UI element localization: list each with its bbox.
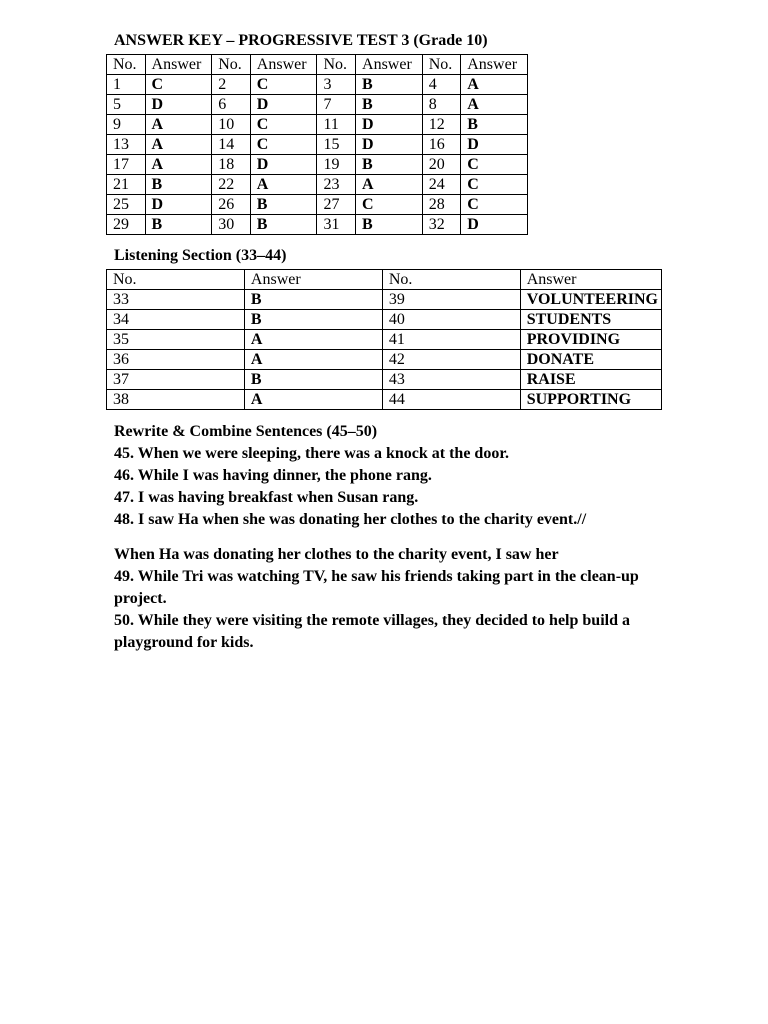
number-cell: 13 [107,135,146,155]
answer-cell: A [244,330,382,350]
answer-cell: B [145,175,212,195]
header-answer: Answer [520,270,661,290]
answer-cell: B [356,155,423,175]
table-row [107,175,528,195]
number-cell: 39 [382,290,520,310]
answer-cell: PROVIDING [520,330,661,350]
answer-cell: A [145,155,212,175]
answer-cell: D [461,135,528,155]
number-cell: 3 [317,75,356,95]
sentence-48-alternative: When Ha was donating her clothes to the charity event, I saw her [114,546,559,563]
document-title: ANSWER KEY – PROGRESSIVE TEST 3 (Grade 10) [114,32,488,49]
answer-cell: C [461,195,528,215]
answer-cell: A [461,75,528,95]
number-cell: 20 [422,155,461,175]
rewrite-sentences [114,443,674,654]
answer-cell: B [244,310,382,330]
number-cell: 26 [212,195,251,215]
answer-cell: B [244,370,382,390]
answer-cell: C [145,75,212,95]
number-cell: 28 [422,195,461,215]
table-header-row [107,55,528,75]
answer-cell: B [461,115,528,135]
answer-cell: B [250,195,317,215]
answer-cell: B [250,215,317,235]
listening-section-heading: Listening Section (33–44) [114,247,287,264]
number-cell: 21 [107,175,146,195]
answer-cell: B [356,95,423,115]
answer-cell: A [145,115,212,135]
answer-cell: D [145,95,212,115]
answer-cell: A [356,175,423,195]
table-row [107,95,528,115]
number-cell: 24 [422,175,461,195]
answer-cell: C [461,155,528,175]
header-no: No. [107,270,245,290]
number-cell: 12 [422,115,461,135]
number-cell: 16 [422,135,461,155]
header-answer: Answer [461,55,528,75]
table-row [107,390,662,410]
table-row [107,370,662,390]
table-row [107,290,662,310]
table-row [107,75,528,95]
number-cell: 4 [422,75,461,95]
sentence-45: 45. When we were sleeping, there was a knock at the door. [114,445,509,462]
answer-cell: D [250,95,317,115]
header-answer: Answer [145,55,212,75]
answer-cell: B [244,290,382,310]
number-cell: 30 [212,215,251,235]
header-answer: Answer [356,55,423,75]
number-cell: 22 [212,175,251,195]
number-cell: 17 [107,155,146,175]
answer-key-table [106,54,528,235]
number-cell: 11 [317,115,356,135]
table-row [107,135,528,155]
answer-cell: B [356,75,423,95]
header-answer: Answer [244,270,382,290]
number-cell: 38 [107,390,245,410]
answer-cell: B [356,215,423,235]
number-cell: 42 [382,350,520,370]
number-cell: 23 [317,175,356,195]
answer-cell: SUPPORTING [520,390,661,410]
sentence-48: 48. I saw Ha when she was donating her clothes to the charity event.// [114,511,587,528]
sentence-47: 47. I was having breakfast when Susan rang. [114,489,419,506]
answer-cell: D [145,195,212,215]
answer-cell: A [145,135,212,155]
number-cell: 44 [382,390,520,410]
answer-cell: D [461,215,528,235]
number-cell: 2 [212,75,251,95]
number-cell: 32 [422,215,461,235]
answer-cell: C [356,195,423,215]
table-header-row [107,270,662,290]
answer-cell: DONATE [520,350,661,370]
number-cell: 43 [382,370,520,390]
number-cell: 1 [107,75,146,95]
header-answer: Answer [250,55,317,75]
rewrite-section-heading: Rewrite & Combine Sentences (45–50) [114,423,378,440]
table-row [107,350,662,370]
number-cell: 34 [107,310,245,330]
table-row [107,215,528,235]
number-cell: 25 [107,195,146,215]
number-cell: 40 [382,310,520,330]
header-no: No. [107,55,146,75]
table-row [107,195,528,215]
sentence-46: 46. While I was having dinner, the phone rang. [114,467,432,484]
answer-cell: C [250,115,317,135]
number-cell: 27 [317,195,356,215]
header-no: No. [212,55,251,75]
table-row [107,155,528,175]
answer-cell: B [145,215,212,235]
answer-cell: C [250,135,317,155]
number-cell: 19 [317,155,356,175]
answer-cell: STUDENTS [520,310,661,330]
answer-cell: RAISE [520,370,661,390]
number-cell: 8 [422,95,461,115]
answer-cell: D [250,155,317,175]
number-cell: 35 [107,330,245,350]
answer-cell: VOLUNTEERING [520,290,661,310]
table-row [107,330,662,350]
number-cell: 15 [317,135,356,155]
number-cell: 10 [212,115,251,135]
answer-cell: C [461,175,528,195]
answer-cell: A [244,390,382,410]
number-cell: 6 [212,95,251,115]
table-row [107,115,528,135]
number-cell: 14 [212,135,251,155]
listening-table [106,269,662,410]
header-no: No. [422,55,461,75]
answer-cell: A [461,95,528,115]
answer-cell: C [250,75,317,95]
table-row [107,310,662,330]
number-cell: 7 [317,95,356,115]
sentence-49: 49. While Tri was watching TV, he saw his friends taking part in the clean-up project. [114,568,639,607]
sentence-50: 50. While they were visiting the remote villages, they decided to help build a playground for kids. [114,612,630,651]
number-cell: 37 [107,370,245,390]
number-cell: 9 [107,115,146,135]
answer-cell: D [356,135,423,155]
answer-key-body [107,75,528,235]
number-cell: 5 [107,95,146,115]
answer-cell: A [244,350,382,370]
number-cell: 18 [212,155,251,175]
answer-cell: D [356,115,423,135]
answer-cell: A [250,175,317,195]
listening-table-body [107,290,662,410]
number-cell: 31 [317,215,356,235]
header-no: No. [382,270,520,290]
header-no: No. [317,55,356,75]
number-cell: 41 [382,330,520,350]
number-cell: 33 [107,290,245,310]
number-cell: 36 [107,350,245,370]
number-cell: 29 [107,215,146,235]
